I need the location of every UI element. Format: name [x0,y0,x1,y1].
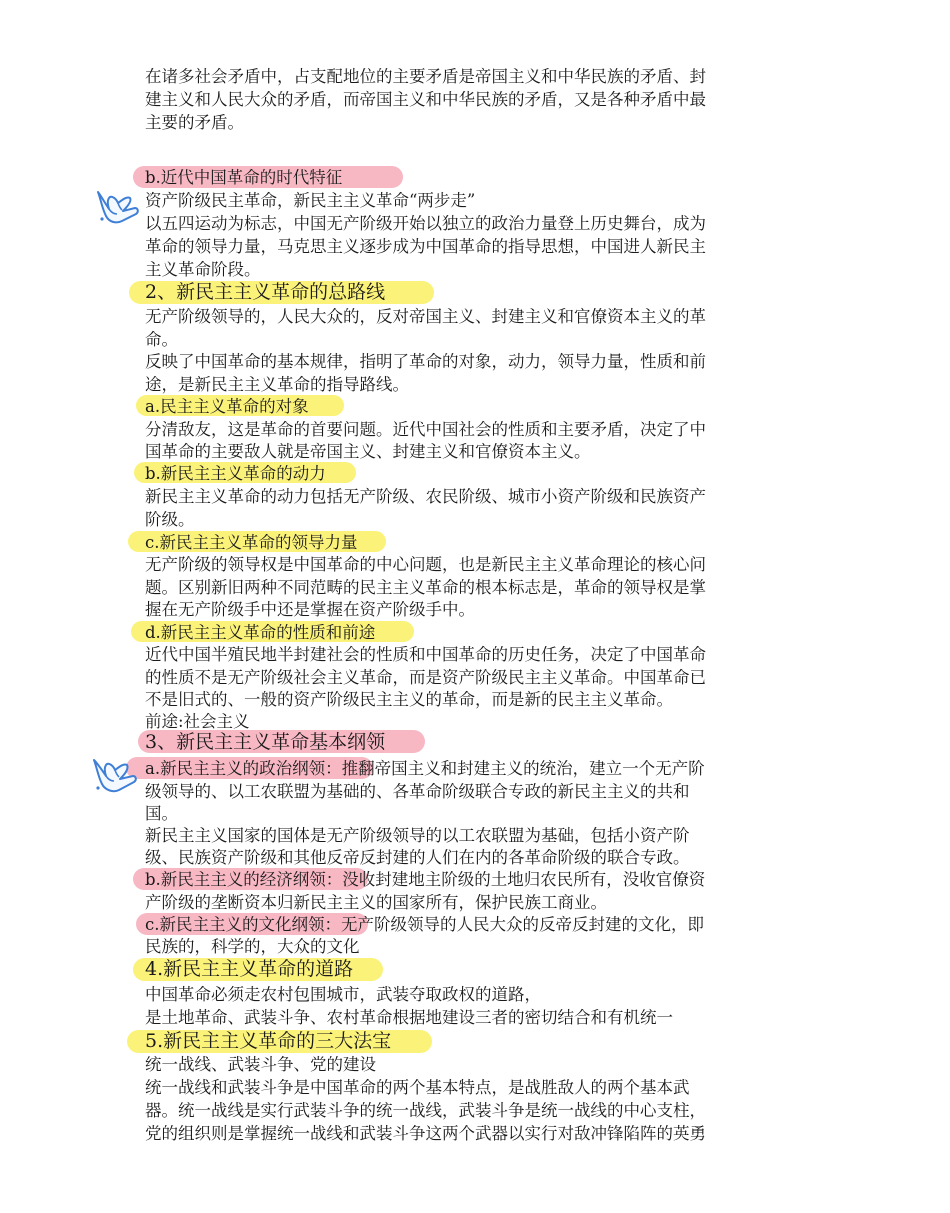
paragraph-line: 题。区别新旧两种不同范畴的民主主义革命的根本标志是，革命的领导权是掌 [145,578,706,597]
paragraph-line: 前途:社会主义 [145,712,250,731]
paragraph-line: 握在无产阶级手中还是掌握在资产阶级手中。 [145,600,475,619]
paragraph-line: 近代中国半殖民地半封建社会的性质和中国革命的历史任务，决定了中国革命 [145,645,706,664]
paragraph-line: 党的组织则是掌握统一战线和武装斗争这两个武器以实行对敌冲锋陷阵的英勇 [145,1124,706,1143]
paragraph-line: 的性质不是无产阶级社会主义革命，而是资产阶级民主主义革命。中国革命已 [145,668,706,687]
paragraph-line: 统一战线、武装斗争、党的建设 [145,1055,376,1074]
paragraph-line: c.新民主主义的文化纲领：无产阶级领导的人民大众的反帝反封建的文化，即 [145,915,704,934]
subheading: b.近代中国革命的时代特征 [145,168,343,187]
paragraph-line: 级、民族资产阶级和其他反帝反封建的人们在内的各革命阶级的联合专政。 [145,848,690,867]
paragraph-line: 民族的，科学的，大众的文化 [145,937,360,956]
paragraph-line: 产阶级的垄断资本归新民主主义的国家所有，保护民族工商业。 [145,893,607,912]
paragraph-line: 分清敌友，这是革命的首要问题。近代中国社会的性质和主要矛盾，决定了中 [145,420,706,439]
paragraph-line: 新民主主义革命的动力包括无产阶级、农民阶级、城市小资产阶级和民族资产 [145,487,706,506]
section-heading: 3、新民主主义革命基本纲领 [145,731,386,753]
paragraph-line: 阶级。 [145,510,195,529]
subheading: d.新民主主义革命的性质和前途 [145,623,376,642]
paragraph-line: b.新民主主义的经济纲领：没收封建地主阶级的土地归农民所有，没收官僚资 [145,870,706,889]
paragraph-line: 资产阶级民主革命，新民主主义革命“两步走” [145,191,476,210]
section-heading: 4.新民主主义革命的道路 [145,958,354,980]
paragraph-line: 在诸多社会矛盾中，占支配地位的主要矛盾是帝国主义和中华民族的矛盾、封 [145,67,706,86]
paragraph-line: 无产阶级领导的，人民大众的，反对帝国主义、封建主义和官僚资本主义的革 [145,307,706,326]
subheading: b.新民主主义革命的动力 [145,464,326,483]
paragraph-line: 建主义和人民大众的矛盾，而帝国主义和中华民族的矛盾，又是各种矛盾中最 [145,90,706,109]
paragraph-line: 命。 [145,330,178,349]
subheading: c.新民主主义革命的领导力量 [145,533,358,552]
paragraph-line: 反映了中国革命的基本规律，指明了革命的对象，动力，领导力量，性质和前 [145,352,706,371]
paragraph-line: 主要的矛盾。 [145,113,244,132]
paragraph-line: 器。统一战线是实行武装斗争的统一战线，武装斗争是统一战线的中心支柱， [145,1101,706,1120]
paragraph-line: 中国革命必须走农村包围城市，武装夺取政权的道路， [145,985,541,1004]
paragraph-line: 统一战线和武装斗争是中国革命的两个基本特点，是战胜敌人的两个基本武 [145,1078,690,1097]
paragraph-line: 级领导的、以工农联盟为基础的、各革命阶级联合专政的新民主主义的共和 [145,782,690,801]
paragraph-line: 以五四运动为标志，中国无产阶级开始以独立的政治力量登上历史舞台，成为 [145,214,706,233]
paragraph-line: 革命的领导力量，马克思主义逐步成为中国革命的指导思想，中国进人新民主 [145,237,706,256]
subheading: a.民主主义革命的对象 [145,397,309,416]
paragraph-line: 无产阶级的领导权是中国革命的中心问题，也是新民主主义革命理论的核心问 [145,555,706,574]
pointing-hand-icon [92,186,142,228]
section-heading: 5.新民主主义革命的三大法宝 [145,1030,392,1052]
pointing-hand-icon [88,752,140,798]
paragraph-line: 不是旧式的、一般的资产阶级民主主义的革命，而是新的民主主义革命。 [145,690,673,709]
paragraph-line: 国。 [145,804,178,823]
paragraph-line: a.新民主主义的政治纲领：推翻帝国主义和封建主义的统治，建立一个无产阶 [145,759,705,778]
paragraph-line: 国革命的主要敌人就是帝国主义、封建主义和官僚资本主义。 [145,442,591,461]
paragraph-line: 新民主主义国家的国体是无产阶级领导的以工农联盟为基础，包括小资产阶 [145,826,690,845]
paragraph-line: 途，是新民主主义革命的指导路线。 [145,375,409,394]
section-heading: 2、新民主主义革命的总路线 [145,281,386,303]
paragraph-line: 是土地革命、武装斗争、农村革命根据地建设三者的密切结合和有机统一 [145,1008,673,1027]
paragraph-line: 主义革命阶段。 [145,260,261,279]
